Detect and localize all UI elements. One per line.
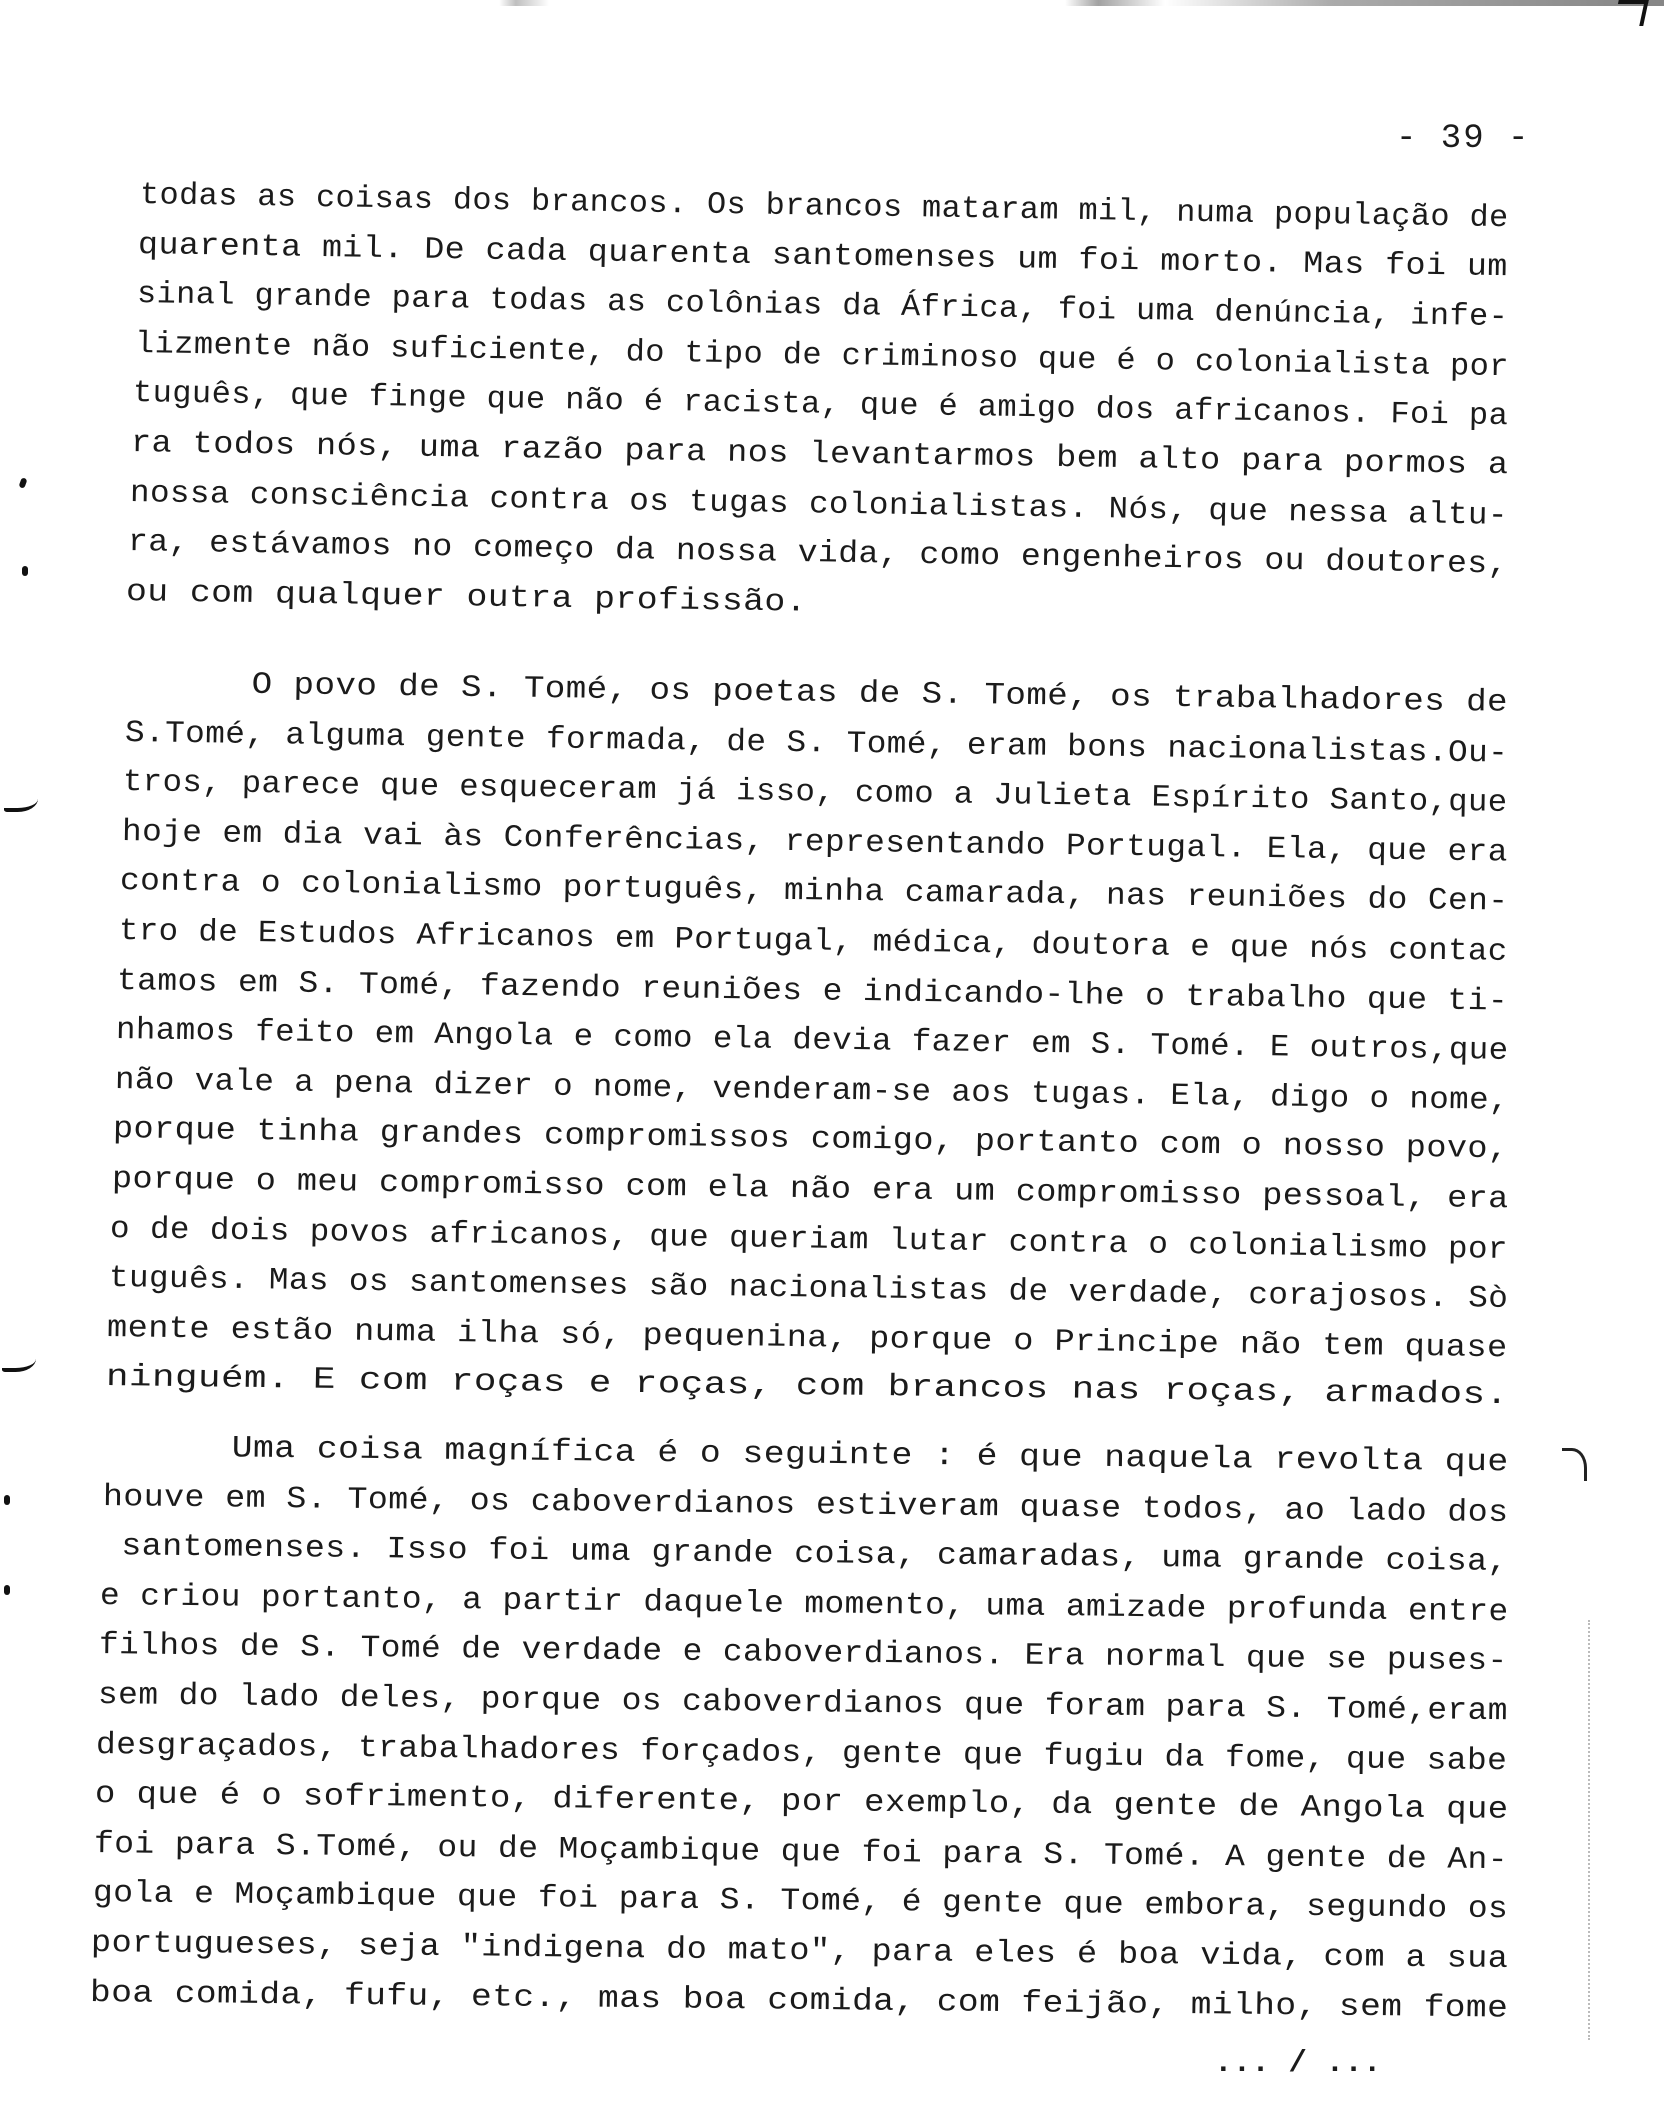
text-line: ra, estávamos no começo da nossa vida, como engenheiros ou doutores, [127,525,1508,583]
text-line: ra todos nós, uma razão para nos levantarmos bem alto para pormos a [130,426,1509,484]
text-line: filhos de S. Tomé de verdade e caboverdianos. Era normal que se puses- [98,1628,1508,1680]
margin-dot-mark [22,566,28,576]
text-line: todas as coisas dos brancos. Os brancos mataram mil, numa população de [139,178,1509,237]
text-line: desgraçados, trabalhadores forçados, gente que fugiu da fome, que sabe [96,1727,1508,1779]
text-line: mente estão numa ilha só, pequenina, porque o Principe não tem quase [107,1310,1509,1367]
text-line: não vale a pena dizer o nome, venderam-se aos tugas. Ela, digo o nome, [114,1062,1509,1119]
margin-dot-mark [18,477,27,488]
margin-bracket-mark [4,790,38,812]
text-line: O povo de S. Tomé, os poetas de S. Tomé, os trabalhadores de [125,666,1509,721]
text-line: porque o meu compromisso com ela não era um compromisso pessoal, era [111,1162,1509,1218]
scan-edge-shadow [1588,1620,1592,2040]
scan-corner-mark [1613,0,1649,26]
text-line: ninguém. E com roças e roças, com brancos nas roças, armados. [105,1360,1509,1414]
text-line: foi para S.Tomé, ou de Moçambique que foi para S. Tomé. A gente de An- [93,1826,1508,1879]
text-line: tros, parece que esqueceram já isso, como a Julieta Espírito Santo,que [122,765,1509,822]
text-line: e criou portanto, a partir daquele momento, uma amizade profunda entre [99,1578,1510,1631]
text-line: santomenses. Isso foi uma grande coisa, camaradas, uma grande coisa, [101,1529,1509,1581]
text-line: o de dois povos africanos, que queriam lutar contra o colonialismo por [110,1211,1509,1268]
text-line: quarenta mil. De cada quarenta santomenses um foi morto. Mas foi um [137,227,1509,285]
scan-top-edge [0,0,1664,6]
text-line: sem do lado deles, porque os caboverdianos que foram para S. Tomé,eram [97,1678,1508,1730]
text-line: o que é o sofrimento, diferente, por exemplo, da gente de Angola que [94,1777,1509,1828]
text-line: hoje em dia vai às Conferências, representando Portugal. Ela, que era [121,814,1508,871]
text-line: boa comida, fufu, etc., mas boa comida, com feijão, milho, sem fome [89,1975,1509,2027]
text-line: tamos em S. Tomé, fazendo reuniões e indicando-lhe o trabalho que ti- [117,963,1509,1020]
text-line: tuguês. Mas os santomenses são nacionalistas de verdade, corajosos. Sò [108,1261,1509,1318]
text-line: porque tinha grandes compromissos comigo, portanto com o nosso povo, [112,1112,1509,1168]
text-line: tro de Estudos Africanos em Portugal, médica, doutora e que nós contac [118,914,1508,970]
text-line: houve em S. Tomé, os caboverdianos estiveram quase todos, ao lado dos [102,1479,1509,1531]
margin-bracket-mark [1562,1448,1587,1481]
text-line: contra o colonialismo português, minha camarada, nas reuniões do Cen- [119,864,1509,920]
text-line: sinal grande para todas as colônias da África, foi uma denúncia, infe- [136,277,1509,336]
margin-bracket-mark [2,1350,36,1372]
text-line: gola e Moçambique que foi para S. Tomé, é gente que embora, segundo os [92,1876,1509,1928]
text-line: ou com qualquer outra profissão. [125,574,808,621]
page-number: - 39 - [1396,120,1531,158]
text-line: nossa consciência contra os tugas colonialistas. Nós, que nessa altu- [129,475,1508,534]
text-line: S.Tomé, alguma gente formada, de S. Tomé, eram bons nacionalistas.Ou- [124,715,1509,772]
text-line: Uma coisa magnífica é o seguinte : é que naquela revolta que [103,1430,1509,1481]
margin-dot-mark [4,1585,10,1595]
text-line: nhamos feito em Angola e como ela devia fazer em S. Tomé. E outros,que [115,1013,1509,1070]
text-line: portugueses, seja "indigena do mato", para eles é boa vida, com a sua [91,1926,1509,1978]
text-line: lizmente não suficiente, do tipo de criminoso que é o colonialista por [134,326,1509,386]
margin-dot-mark [4,1495,10,1505]
continuation-mark: ... / ... [1214,2046,1382,2081]
text-line: tuguês, que finge que não é racista, que é amigo dos africanos. Foi pa [132,376,1509,435]
